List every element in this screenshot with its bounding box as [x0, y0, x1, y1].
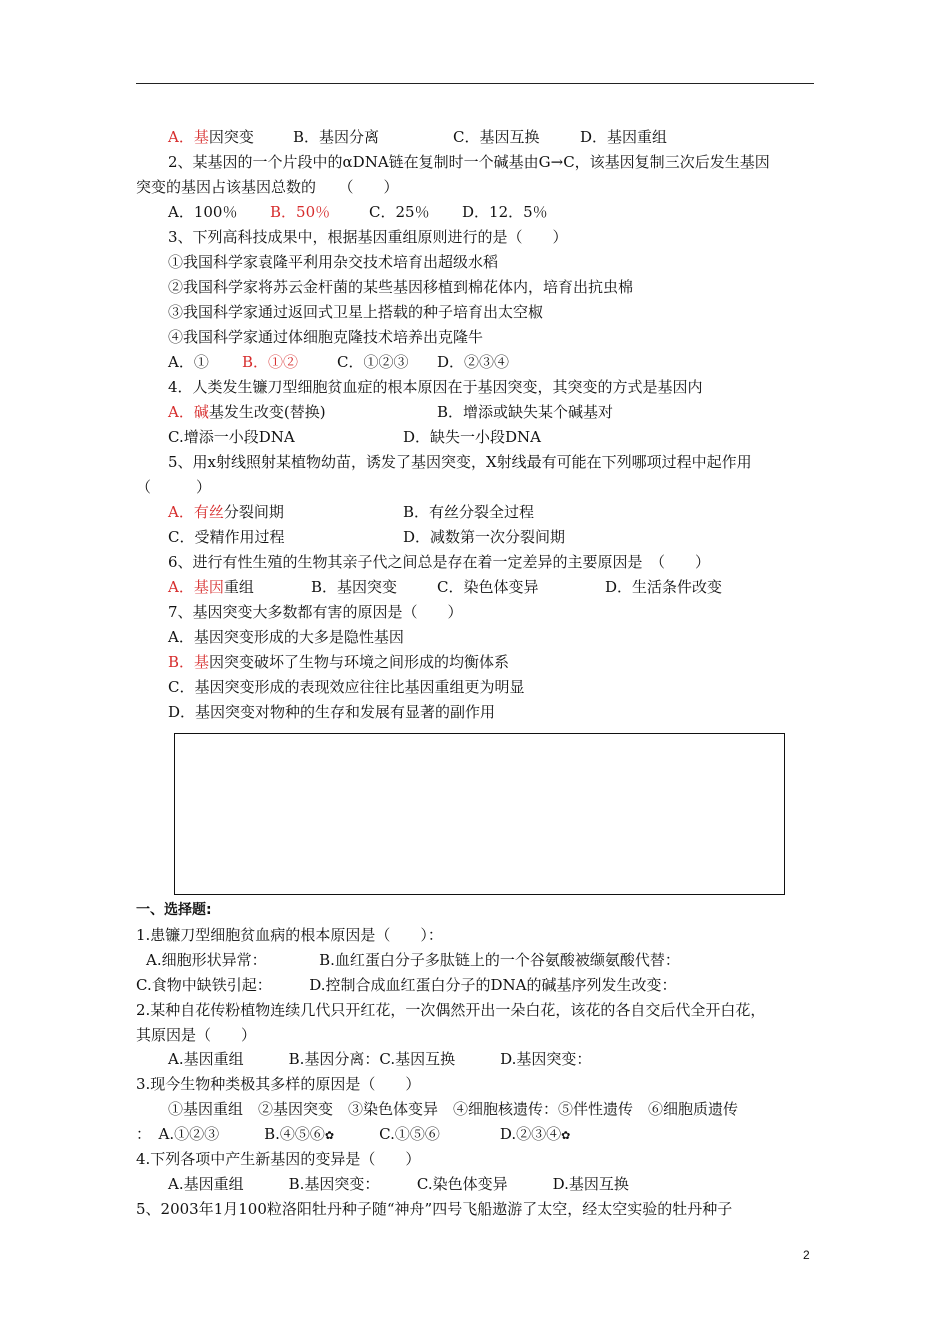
l-q5-stem: 5、2003年1月100粒洛阳牡丹种子随“神舟”四号飞船遨游了太空，经太空实验的牡丹种子 [136, 1200, 733, 1218]
l-q3-options: ： A.①②③ B.④⑤⑥✿ C.①⑤⑥ D.②③④✿ [136, 1124, 570, 1146]
q6-option-c: C．染色体变异 [437, 578, 539, 596]
q3-statement-2: ②我国科学家将苏云金杆菌的某些基因移植到棉花体内，培育出抗虫棉 [168, 278, 634, 296]
l-q1-options-ab: A.细胞形状异常： B.血红蛋白分子多肽链上的一个谷氨酸被缬氨酸代替： [146, 951, 680, 969]
q3-option-a: A．① [168, 353, 209, 371]
q5-stem-line2: （ ） [136, 478, 212, 496]
q3-statement-3: ③我国科学家通过返回式卫星上搭载的种子培育出太空椒 [168, 303, 544, 321]
q4-option-c: C.增添一小段DNA [168, 428, 295, 446]
q1-option-d: D．基因重组 [580, 128, 668, 146]
l-q4-stem: 4.下列各项中产生新基因的变异是（ ） [136, 1150, 421, 1168]
q1-option-b: B．基因分离 [293, 128, 380, 146]
q4-option-a: A．碱基发生改变(替换) [168, 403, 326, 421]
q5-option-c: C．受精作用过程 [168, 528, 285, 546]
q5-option-a: A．有丝分裂间期 [168, 503, 284, 521]
snail-glyph-icon: ✿ [561, 1129, 571, 1142]
q6-option-b: B．基因突变 [311, 578, 398, 596]
q5-option-b: B．有丝分裂全过程 [403, 503, 535, 521]
q4-stem: 4．人类发生镰刀型细胞贫血症的根本原因在于基因突变，其突变的方式是基因内 [168, 378, 703, 396]
header-rule [136, 83, 814, 84]
q6-stem: 6、进行有性生殖的生物其亲子代之间总是存在着一定差异的主要原因是 （ ） [168, 553, 711, 571]
q7-option-a: A．基因突变形成的大多是隐性基因 [168, 628, 404, 646]
empty-answer-box [174, 733, 785, 895]
q2-option-c: C．25％ [369, 203, 430, 221]
q2-stem-line2: 突变的基因占该基因总数的 （ ） [136, 178, 399, 196]
q4-option-b: B．增添或缺失某个碱基对 [437, 403, 614, 421]
l-q2-options: A.基因重组 B.基因分离：C.基因互换 D.基因突变： [168, 1050, 592, 1068]
l-q2-stem-line2: 其原因是（ ） [136, 1026, 257, 1044]
l-q2-stem-line1: 2.某种自花传粉植物连续几代只开红花，一次偶然开出一朵白花，该花的各自交后代全开白花， [136, 1001, 766, 1019]
l-q1-stem: 1.患镰刀型细胞贫血病的根本原因是（ ）： [136, 926, 443, 944]
q7-option-d: D．基因突变对物种的生存和发展有显著的副作用 [168, 703, 496, 721]
q7-option-c: C．基因突变形成的表现效应往往比基因重组更为明显 [168, 678, 525, 696]
q3-stem: 3、下列高科技成果中，根据基因重组原则进行的是（ ） [168, 228, 568, 246]
l-q1-options-cd: C.食物中缺铁引起： D.控制合成血红蛋白分子的DNA的碱基序列发生改变： [136, 976, 677, 994]
q6-option-a: A．基因重组 [168, 578, 254, 596]
snail-glyph-icon: ✿ [324, 1129, 335, 1142]
q1-option-c: C．基因互换 [453, 128, 540, 146]
q2-option-d: D．12．5％ [462, 203, 548, 221]
q3-option-b: B．①② [242, 353, 299, 371]
q5-option-d: D．减数第一次分裂间期 [403, 528, 566, 546]
l-q4-options: A.基因重组 B.基因突变： C.染色体变异 D.基因互换 [168, 1175, 629, 1193]
q5-stem-line1: 5、用x射线照射某植物幼苗，诱发了基因突变，X射线最有可能在下列哪项过程中起作用 [168, 453, 752, 471]
q6-option-d: D．生活条件改变 [605, 578, 723, 596]
q3-statement-4: ④我国科学家通过体细胞克隆技术培养出克隆牛 [168, 328, 484, 346]
page-number: 2 [803, 1248, 810, 1262]
q1-options: A．基因突变 [168, 128, 254, 146]
q7-stem: 7、基因突变大多数都有害的原因是（ ） [168, 603, 463, 621]
q3-option-d: D．②③④ [437, 353, 510, 371]
q3-statement-1: ①我国科学家袁隆平利用杂交技术培育出超级水稻 [168, 253, 499, 271]
q3-option-c: C．①②③ [337, 353, 409, 371]
l-q3-items: ①基因重组 ②基因突变 ③染色体变异 ④细胞核遗传：⑤伴性遗传 ⑥细胞质遗传 [168, 1100, 739, 1118]
l-q3-stem: 3.现今生物种类极其多样的原因是（ ） [136, 1075, 421, 1093]
q2-option-a: A．100％ [168, 203, 238, 221]
q7-option-b: B．基因突变破坏了生物与环境之间形成的均衡体系 [168, 653, 510, 671]
q2-option-b: B．50％ [270, 203, 331, 221]
q4-option-d: D．缺失一小段DNA [403, 428, 542, 446]
q2-stem-line1: 2、某基因的一个片段中的αDNA链在复制时一个碱基由G→C，该基因复制三次后发生基因 [168, 153, 770, 171]
section-heading: 一、选择题: [136, 902, 212, 918]
